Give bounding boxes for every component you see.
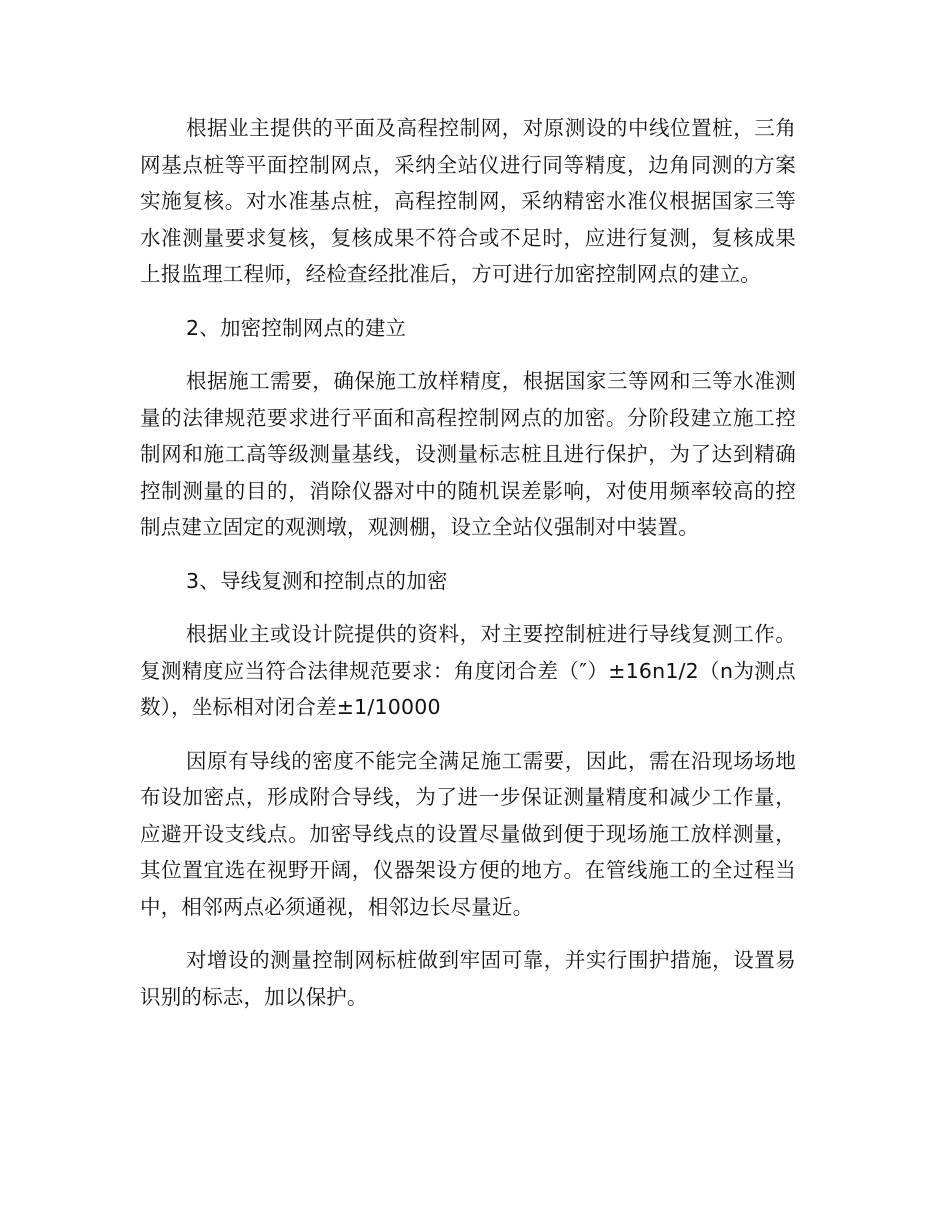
document-body — [140, 110, 796, 1032]
paragraph-densification: 根据施工需要，确保施工放样精度，根据国家三等网和三等水准测量的法律规范要求进行平面和高程控制网点的加密。分阶段建立施工控制网和施工高等级测量基线，设测量标志桩且进行保护，为了达到精确控制测量的目的，消除仪器对中的随机误差影响，对使用频率较高的控制点建立固定的观测墩，观测棚，设立全站仪强制对中装置。 — [140, 369, 796, 539]
paragraph-control-network-review: 根据业主提供的平面及高程控制网，对原测设的中线位置桩，三角网基点桩等平面控制网点，采纳全站仪进行同等精度，边角同测的方案实施复核。对水准基点桩，高程控制网，采纳精密水准仪根据国家三等水准测量要求复核，复核成果不符合或不足时，应进行复测，复核成果上报监理工程师，经检查经批准后，方可进行加密控制网点的建立。 — [140, 116, 796, 286]
section-heading-3: 3、导线复测和控制点的加密 — [186, 568, 448, 593]
paragraph-traverse-points: 因原有导线的密度不能完全满足施工需要，因此，需在沿现场场地布设加密点，形成附合导线，为了进一步保证测量精度和减少工作量，应避开设支线点。加密导线点的设置尽量做到便于现场施工放样测量，其位置宜选在视野开阔，仪器架设方便的地方。在管线施工的全过程当中，相邻两点必须通视，相邻边长尽量近。 — [140, 748, 796, 919]
section-heading-2: 2、加密控制网点的建立 — [186, 315, 407, 340]
paragraph-marker-protection: 对增设的测量控制网标桩做到牢固可靠，并实行围护措施，设置易识别的标志，加以保护。 — [140, 948, 796, 1009]
paragraph-traverse-resurvey: 根据业主或设计院提供的资料，对主要控制桩进行导线复测工作。复测精度应当符合法律规范要求：角度闭合差（″）±16n1/2（n为测点数），坐标相对闭合差±1/10000 — [140, 622, 796, 719]
